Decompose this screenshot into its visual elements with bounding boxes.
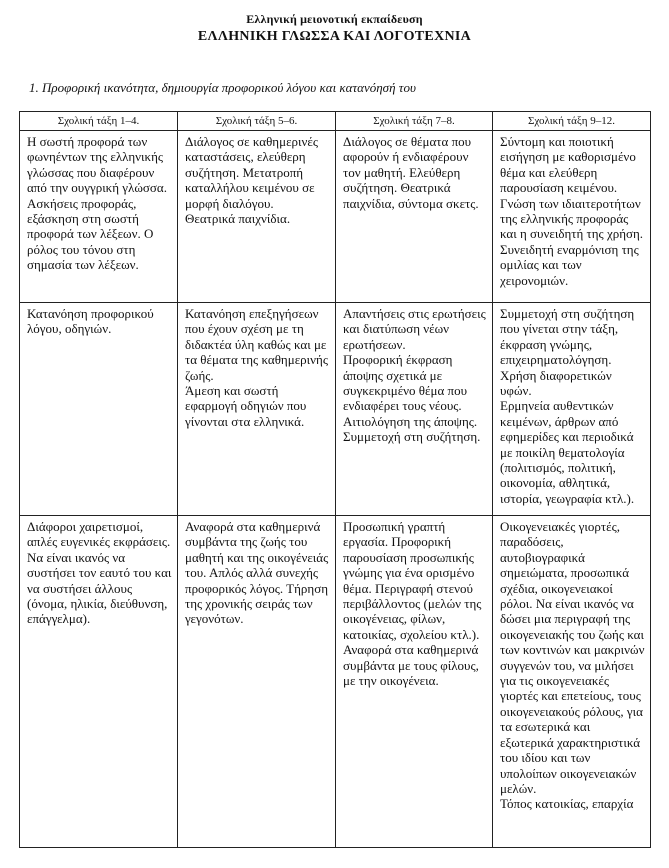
table-cell bbox=[336, 516, 493, 848]
table-cell bbox=[20, 516, 178, 848]
table-cell bbox=[493, 516, 651, 848]
table-header-row bbox=[20, 112, 651, 131]
section-title: 1. Προφορική ικανότητα, δημιουργία προφορικού λόγου και κατανόησή του bbox=[29, 80, 416, 95]
table-cell bbox=[493, 131, 651, 303]
cell-paragraph: Ασκήσεις προφοράς, εξάσκηση στη σωστή προφορά των λέξεων. Ο ρόλος του τόνου στη σημασία των λέξεων. bbox=[27, 195, 154, 273]
cell-paragraph: Σύντομη και ποιοτική εισήγηση με καθορισμένο θέμα και ελεύθερη παρουσίαση κειμένου. bbox=[500, 134, 636, 196]
table-cell bbox=[20, 131, 178, 303]
table-cell bbox=[178, 303, 336, 516]
cell-paragraph: Κατανόηση προφορικού λόγου, οδηγιών. bbox=[27, 306, 154, 337]
cell-paragraph: Διάλογος σε θέματα που αφορούν ή ενδιαφέρουν τον μαθητή. Ελεύθερη συζήτηση. Θεατρικά παιχνίδια, σύντομα σκετς. bbox=[343, 134, 479, 211]
cell-paragraph: Θεατρικά παιχνίδια. bbox=[185, 211, 291, 227]
cell-paragraph: Αιτιολόγηση της άποψης. Συμμετοχή στη συζήτηση. bbox=[343, 413, 481, 445]
cell-paragraph: Η σωστή προφορά των φωνηέντων της ελληνικής γλώσσας που διαφέρουν από την ουγγρική γλώσσα. bbox=[27, 134, 167, 196]
cell-paragraph: Απαντήσεις στις ερωτήσεις και διατύπωση νέων ερωτήσεων. bbox=[343, 306, 486, 352]
table-cell bbox=[493, 303, 651, 516]
curriculum-table bbox=[19, 111, 651, 848]
cell-paragraph: Να είναι ικανός να συστήσει τον εαυτό του και να συστήσει άλλους (όνομα, ηλικία, διεύθυνση, επάγγελμα). bbox=[27, 549, 172, 627]
cell-paragraph: Γνώση των ιδιαιτεροτήτων της ελληνικής προφοράς και η συνειδητή της χρήση. Συνειδητή εναρμόνιση της ομιλίας και των χειρονομιών. bbox=[500, 195, 644, 288]
cell-paragraph: Προσωπική γραπτή εργασία. Προφορική παρουσίαση προσωπικής γνώμης για ένα ορισμένο θέμα. Περιγραφή στενού περιβάλλοντος (μελών της οικογένειας, φίλων, κατοικίας, σχολείου κτλ.). bbox=[343, 519, 482, 642]
header-subtitle: Ελληνική μειονοτική εκπαίδευση bbox=[246, 12, 423, 26]
table-cell bbox=[336, 303, 493, 516]
cell-paragraph: Ερμηνεία αυθεντικών κειμένων, άρθρων από εφημερίδες και περιοδικά με ποικίλη θεματολογία (πολιτισμός, πολιτική, οικονομία, αθλητικά, ιστορία, γεωγραφία κτλ.). bbox=[500, 398, 635, 506]
cell-paragraph: Αναφορά στα καθημερινά συμβάντα της ζωής του μαθητή και της οικογένειάς του. Απλός αλλά συνεχής προφορικός λόγος. Τήρηση της χρονικής σειράς των γεγονότων. bbox=[185, 519, 329, 627]
table-cell bbox=[20, 303, 178, 516]
cell-paragraph: Διάφοροι χαιρετισμοί, απλές ευγενικές εκφράσεις. bbox=[27, 519, 171, 550]
cell-paragraph: Αναφορά στα καθημερινά συμβάντα με τους φίλους, με την οικογένεια. bbox=[343, 642, 479, 689]
header-title: ΕΛΛΗΝΙΚΗ ΓΛΩΣΣΑ ΚΑΙ ΛΟΓΟΤΕΧΝΙΑ bbox=[197, 29, 472, 44]
column-header-grade-7-8: Σχολική τάξη 7–8. bbox=[336, 112, 493, 131]
table-row bbox=[20, 303, 651, 516]
cell-paragraph: Συμμετοχή στη συζήτηση που γίνεται στην τάξη, έκφραση γνώμης, επιχειρηματολόγηση. bbox=[500, 306, 635, 368]
cell-paragraph: Χρήση διαφορετικών υφών. bbox=[500, 367, 612, 399]
table-cell bbox=[178, 131, 336, 303]
cell-paragraph: Οικογενειακές γιορτές, παραδόσεις, αυτοβιογραφικά σημειώματα, προσωπικά σχέδια, οικογενειακοί ρόλοι. Να είναι ικανός να δώσει μια περιγραφή της οικογενειακής του ζωής και των κοντινών και μακρινών συγγενών του, να μιλήσει για τις οικογενειακές γιορτές και επετείους, τους οικογενειακούς ρόλους, για τα εσωτερικά και εξωτερικά χαρακτηριστικά του ιδίου και των υπολοίπων οικογενειακών μελών. bbox=[500, 519, 645, 796]
column-header-grade-1-4: Σχολική τάξη 1–4. bbox=[20, 112, 178, 131]
table-row bbox=[20, 131, 651, 303]
cell-paragraph: Άμεση και σωστή εφαρμογή οδηγιών που γίνονται στα ελληνικά. bbox=[185, 383, 307, 429]
column-header-grade-5-6: Σχολική τάξη 5–6. bbox=[178, 112, 336, 131]
table-cell bbox=[178, 516, 336, 848]
cell-paragraph: Προφορική έκφραση άποψης σχετικά με συγκεκριμένο θέμα που ενδιαφέρει τους νέους. bbox=[343, 352, 468, 414]
table-row bbox=[20, 516, 651, 848]
cell-paragraph: Τόπος κατοικίας, επαρχία bbox=[500, 796, 634, 812]
cell-paragraph: Διάλογος σε καθημερινές καταστάσεις, ελεύθερη συζήτηση. Μετατροπή καταλλήλου κειμένου σε μορφή διαλόγου. bbox=[185, 134, 319, 211]
table-cell bbox=[336, 131, 493, 303]
cell-paragraph: Κατανόηση επεξηγήσεων που έχουν σχέση με τη διδακτέα ύλη καθώς και με τα θέματα της καθημερινής ζωής. bbox=[185, 306, 328, 383]
column-header-grade-9-12: Σχολική τάξη 9–12. bbox=[493, 112, 651, 131]
